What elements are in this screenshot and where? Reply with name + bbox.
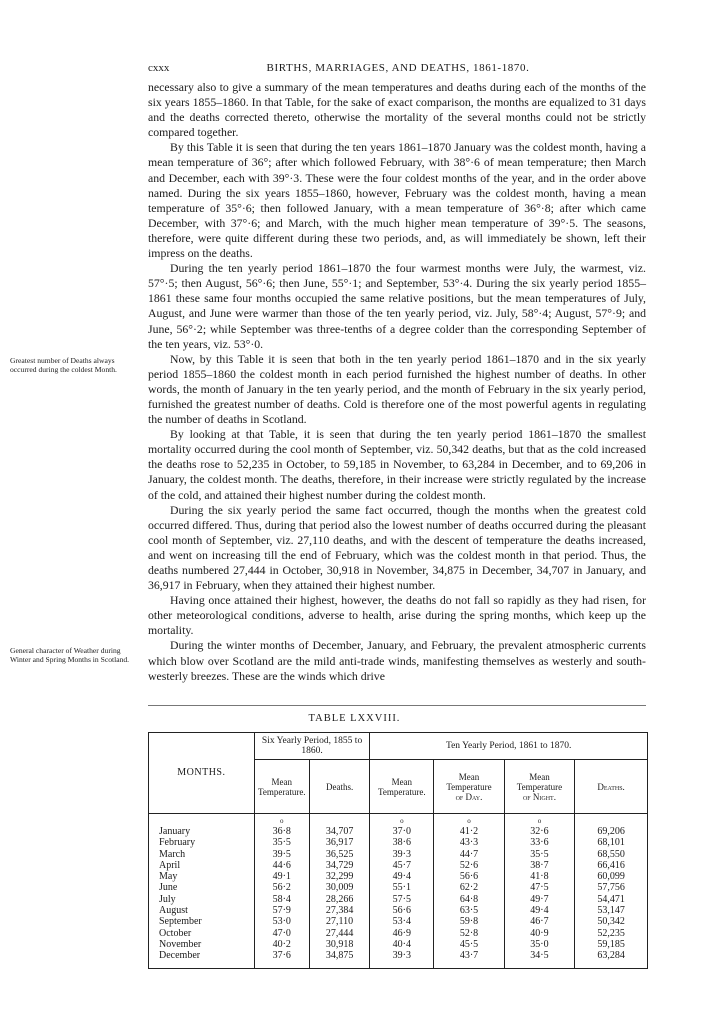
table-row [149,950,648,968]
night-temp-cell: 33·6 [504,837,574,848]
degree-cell [309,814,370,827]
deaths-six-year-cell: 34,707 [309,826,370,837]
mean-temperature-header: Mean Temperature. [370,760,434,814]
night-temp-cell: 41·8 [504,871,574,882]
paragraph: Now, by this Table it is seen that both in the ten yearly period 1861–1870 and in the six yearly period 1855–1860 the coldest month in each period furnished the highest number of deaths. In other words, the month of January in the ten yearly period, and the month of February in the six yearly period, furnished the greatest number of deaths. Cold is therefore one of the most powerful agents in regulating the number of deaths in Scotland. [148,351,646,427]
deaths-ten-year-cell: 63,284 [575,950,648,968]
mean-temp-six-year-cell: 35·5 [254,837,309,848]
mean-temp-ten-year-cell: 53·4 [370,916,434,927]
ten-year-period-header: Ten Yearly Period, 1861 to 1870. [370,733,648,760]
deaths-ten-year-cell: 57,756 [575,882,648,893]
table-row [149,939,648,950]
month-cell: May [159,871,178,883]
mean-temp-six-year-cell: 53·0 [254,916,309,927]
mean-temp-ten-year-cell: 40·4 [370,939,434,950]
month-cell: December [159,950,201,962]
table-row [149,860,648,871]
section-rule [148,705,646,706]
month-cell: January [159,826,191,837]
deaths-ten-year-cell: 59,185 [575,939,648,950]
page-number: cxxx [148,62,170,74]
day-temp-cell: 43·7 [434,950,504,968]
degree-cell [149,814,255,827]
month-cell: September [159,916,202,928]
deaths-ten-year-cell: 60,099 [575,871,648,882]
deaths-ten-year-cell: 68,550 [575,849,648,860]
table-row [149,882,648,893]
month-cell: August [159,905,188,917]
deaths-six-year-cell: 36,917 [309,837,370,848]
mean-temp-ten-year-cell: 39·3 [370,950,434,968]
month-cell: April [159,859,181,871]
header-line: Mean [458,771,480,782]
deaths-ten-year-cell: 54,471 [575,894,648,905]
night-temp-cell: 34·5 [504,950,574,968]
month-cell: November [159,938,202,950]
mean-temp-ten-year-cell: 37·0 [370,826,434,837]
degree-mark: o [504,814,574,827]
day-temp-cell: 41·2 [434,826,504,837]
mean-temperature-day-header [434,760,504,814]
deaths-six-year-cell: 27,384 [309,905,370,916]
day-temp-cell: 45·5 [434,939,504,950]
month-cell: February [159,837,196,849]
deaths-ten-year-cell: 53,147 [575,905,648,916]
month-cell: March [159,848,186,860]
deaths-six-year-cell: 36,525 [309,849,370,860]
night-temp-cell: 40·9 [504,928,574,939]
header-line: of Day. [455,791,483,802]
header-line: Temperature [446,781,492,792]
mean-temp-six-year-cell: 40·2 [254,939,309,950]
table-row [149,928,648,939]
paragraph: By this Table it is seen that during the ten years 1861–1870 January was the coldest month, having a mean temperature of 36°; after which followed February, with 38°·6 of mean temperature; then March and December, each with 39°·3. These were the four coldest months of the year, and in the order above named. During the six years 1855–1860, however, February was the coldest month, having a mean temperature of 35°·6; then followed January, with a mean temperature of 36°·8; after which came December, with 37°·6; and March, with the much higher mean temperature of 39°·5. The seasons, therefore, were quite different during these two periods, and, as will immediately be shown, left their impress on the deaths. [148,140,646,261]
mean-temp-six-year-cell: 37·6 [254,950,309,968]
deaths-ten-year-cell: 66,416 [575,860,648,871]
day-temp-cell: 62·2 [434,882,504,893]
mean-temp-six-year-cell: 47·0 [254,928,309,939]
mean-temp-six-year-cell: 58·4 [254,894,309,905]
mean-temp-six-year-cell: 39·5 [254,849,309,860]
body-text [148,80,646,684]
day-temp-cell: 56·6 [434,871,504,882]
day-temp-cell: 52·8 [434,928,504,939]
deaths-six-year-cell: 34,729 [309,860,370,871]
night-temp-cell: 47·5 [504,882,574,893]
table-row [149,916,648,927]
mean-temp-six-year-cell: 36·8 [254,826,309,837]
mean-temperature-header: Mean Temperature. [254,760,309,814]
mean-temp-six-year-cell: 49·1 [254,871,309,882]
deaths-six-year-cell: 28,266 [309,894,370,905]
deaths-six-year-cell: 30,918 [309,939,370,950]
mean-temp-ten-year-cell: 55·1 [370,882,434,893]
night-temp-cell: 35·5 [504,849,574,860]
mean-temperature-night-header [504,760,574,814]
mean-temp-six-year-cell: 56·2 [254,882,309,893]
night-temp-cell: 38·7 [504,860,574,871]
deaths-ten-year-cell: 52,235 [575,928,648,939]
deaths-header: Deaths. [575,760,648,814]
mean-temp-six-year-cell: 57·9 [254,905,309,916]
night-temp-cell: 32·6 [504,826,574,837]
mean-temp-ten-year-cell: 39·3 [370,849,434,860]
deaths-six-year-cell: 32,299 [309,871,370,882]
month-cell: June [159,882,178,894]
night-temp-cell: 49·4 [504,905,574,916]
table-row [149,894,648,905]
mean-temp-ten-year-cell: 45·7 [370,860,434,871]
six-year-period-header: Six Yearly Period, 1855 to 1860. [254,733,370,760]
header-line: of Night. [522,791,556,802]
months-header: MONTHS. [149,733,255,814]
table-title: TABLE LXXVIII. [308,713,401,724]
data-table [148,732,648,969]
header-line: Temperature [516,781,563,792]
deaths-ten-year-cell: 69,206 [575,826,648,837]
mean-temp-ten-year-cell: 56·6 [370,905,434,916]
header-line: Mean [529,771,550,782]
margin-note: General character of Weather during Winter and Spring Months in Scotland. [10,646,130,664]
night-temp-cell: 46·7 [504,916,574,927]
paragraph: necessary also to give a summary of the mean temperatures and deaths during each of the months of the six years 1855–1860. In that Table, for the sake of exact comparison, the months are equalized to 31 days and the deaths corrected thereto, otherwise the mortality of the several months could not be strictly compared together. [148,80,646,140]
paragraph: During the winter months of December, January, and February, the prevalent atmospheric currents which blow over Scotland are the mild anti-trade winds, manifesting themselves as westerly and south-westerly breezes. These are the winds which drive [148,638,646,683]
mean-temp-six-year-cell: 44·6 [254,860,309,871]
deaths-header: Deaths. [309,760,370,814]
night-temp-cell: 49·7 [504,894,574,905]
night-temp-cell: 35·0 [504,939,574,950]
degree-row [149,814,648,827]
margin-note: Greatest number of Deaths always occurred during the coldest Month. [10,356,117,374]
table-row [149,871,648,882]
running-title: BIRTHS, MARRIAGES, AND DEATHS, 1861-1870. [266,62,530,74]
mean-temp-ten-year-cell: 46·9 [370,928,434,939]
month-cell: July [159,893,176,905]
day-temp-cell: 59·8 [434,916,504,927]
deaths-six-year-cell: 30,009 [309,882,370,893]
deaths-six-year-cell: 34,875 [309,950,370,968]
degree-mark: o [370,814,434,827]
day-temp-cell: 63·5 [434,905,504,916]
table-row [149,837,648,848]
mean-temp-ten-year-cell: 38·6 [370,837,434,848]
mean-temp-ten-year-cell: 49·4 [370,871,434,882]
deaths-ten-year-cell: 50,342 [575,916,648,927]
month-cell: October [159,927,192,939]
deaths-ten-year-cell: 68,101 [575,837,648,848]
day-temp-cell: 43·3 [434,837,504,848]
paragraph: During the six yearly period the same fact occurred, though the months when the greatest cold occurred differed. Thus, during that period also the lowest number of deaths occurred during the pleasant cool month of September, viz. 27,110 deaths, and with the descent of temperature the deaths increased, and went on increasing till the end of February, which was the coldest month in that period. Thus, the deaths numbered 27,444 in October, 30,918 in November, 34,875 in December, 34,707 in January, and 36,917 in February, when they attained their highest number. [148,502,646,593]
table-row [149,826,648,837]
day-temp-cell: 44·7 [434,849,504,860]
mean-temp-ten-year-cell: 57·5 [370,894,434,905]
degree-mark: o [434,814,504,827]
table-row [149,849,648,860]
degree-cell [575,814,648,827]
deaths-six-year-cell: 27,110 [309,916,370,927]
running-header [148,62,648,76]
deaths-six-year-cell: 27,444 [309,928,370,939]
paragraph: Having once attained their highest, however, the deaths do not fall so rapidly as they had risen, for other meteorological conditions, adverse to health, arise during the spring months, which keep up the mortality. [148,593,646,638]
day-temp-cell: 64·8 [434,894,504,905]
paragraph: During the ten yearly period 1861–1870 the four warmest months were July, the warmest, viz. 57°·5; then August, 56°·6; then June, 55°·1; and September, 53°·4. During the six yearly period 1855–1861 these same four months occupied the same relative positions, but the mean temperatures of July, August, and June were warmer than those of the ten yearly period, viz. July, 58°·4; August, 57°·9; and June, 56°·2; while September was three-tenths of a degree colder than the corresponding September of the ten years, viz. 53°·0. [148,261,646,351]
day-temp-cell: 52·6 [434,860,504,871]
table-row [149,905,648,916]
paragraph: By looking at that Table, it is seen that during the ten yearly period 1861–1870 the smallest mortality occurred during the cool month of September, viz. 50,342 deaths, but that as the cold increased the deaths rose to 52,235 in October, to 59,185 in November, to 63,284 in December, and to 69,206 in January, the coldest month. The deaths, therefore, in their increase were strictly regulated by the increase of the cold, and attained their highest number during the coldest month. [148,427,646,502]
degree-mark: o [254,814,309,827]
